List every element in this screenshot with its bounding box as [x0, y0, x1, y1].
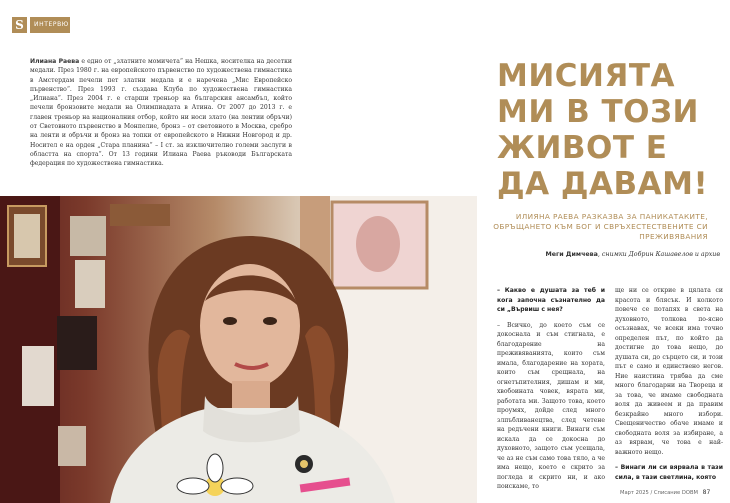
- article-column-2: [615, 286, 723, 482]
- interview-question: – Какво е душата за теб и кога започна съзнателно да си „Вървиш с нея?: [497, 287, 605, 313]
- title-line: МИ В ТОЗИ: [497, 94, 699, 130]
- article-column-1: [497, 286, 605, 492]
- article-subtitle: ИЛИЯНА РАЕВА РАЗКАЗВА ЗА ПАНИКАТАКИТЕ, ОБРЪЩАНЕТО КЪМ БОГ И СВРЪХЕСТЕСТВЕНИТЕ СИ ПРЕЖИВЯВАНИЯ: [493, 212, 708, 241]
- bio-name: Илиана Раева: [30, 58, 80, 65]
- title-line: МИСИЯТА: [497, 58, 675, 94]
- section-label: ИНТЕРВЮ: [30, 17, 70, 33]
- portrait-photo: [0, 196, 477, 503]
- bio-text: е едно от „златните момичета“ на Нешка, носителка на десетки медали. През 1980 г. на европейското първенство по художествена гимнастика в Амстердам печели пет златни медала и е наречена „Мис Европейско първенство“. През 1993 г. създава Клуба по художествена гимнастика „Илиана“. През 2004 г. е старши треньор на българския ансамбъл, който печели бронзовите медали на Олимпиадата в Атина. От 2007 до 2013 г. е главен треньор на националния отбор, който ни носи злато (на лентии обръчи) от Световното първенство в Монпелие, бронз – от световното в Москва, сребро на ленти и обръчи и бронз на топки от европейското в Нижни Новгород и др. Носител е на орден „Стара планина“ – I ст. за изключително големи заслуги в областта на спорта“. От 13 години Илиана Раева ръководи Българската федерация по художествена гимнастика.: [30, 58, 292, 168]
- page-footer: [620, 489, 710, 496]
- byline: [475, 251, 720, 258]
- interview-answer: – Всичко, до което съм се докоснала и съм стигнала, е благодарение на преживяванията, които съм имала, благодарение на хората, които съм срещнала, на огнетъпителния, дишам и ми, хвобоината човек, вярата ми, работата ми. Защото това, което проумях, дойде след много злпъбливанецтва, след четене на редъчени книги. Винаги съм искала да се докосна до духовното, защото съм усещала, че аз не съм само това тяло, а че има нещо, което е скрито за погледа и скрито ни, и ако поискаме, то: [497, 321, 605, 490]
- byline-author: Меги Димчева: [545, 251, 598, 258]
- title-line: ДА ДАВАМ!: [497, 166, 709, 202]
- interview-answer: ще ни се открие в цялата си красота и блясък. И колкото повече се потапях в света на духовното, толкова по-ясно осъзнавах, че всеки има точно определен път, по който да достигне до това нещо, до душата си, до сърцето си, и този път е само и единствено негов. Ние наистина трябва да сме много благодарни на Твореца и за това, че имаме свободната воля да живеем и да правим безкрайно много избори. Свещеничество обаче имаме и свободната воля за избиране, а аз вярвам, че това е най-важното нещо.: [615, 287, 723, 456]
- title-line: ЖИВОТ Е: [497, 130, 668, 166]
- page-number: 87: [702, 489, 711, 496]
- author-bio: [30, 57, 292, 169]
- section-logo: S: [12, 17, 27, 33]
- portrait-illustration: [0, 196, 477, 503]
- issue-info: Март 2025 / Списание DOBM: [620, 490, 698, 496]
- article-title: [497, 58, 722, 202]
- byline-credits: , снимки Добрин Кашавелов и архив: [597, 251, 720, 258]
- interview-question: – Винаги ли си вярвала в тази сила, в тази светлина, която: [615, 464, 723, 481]
